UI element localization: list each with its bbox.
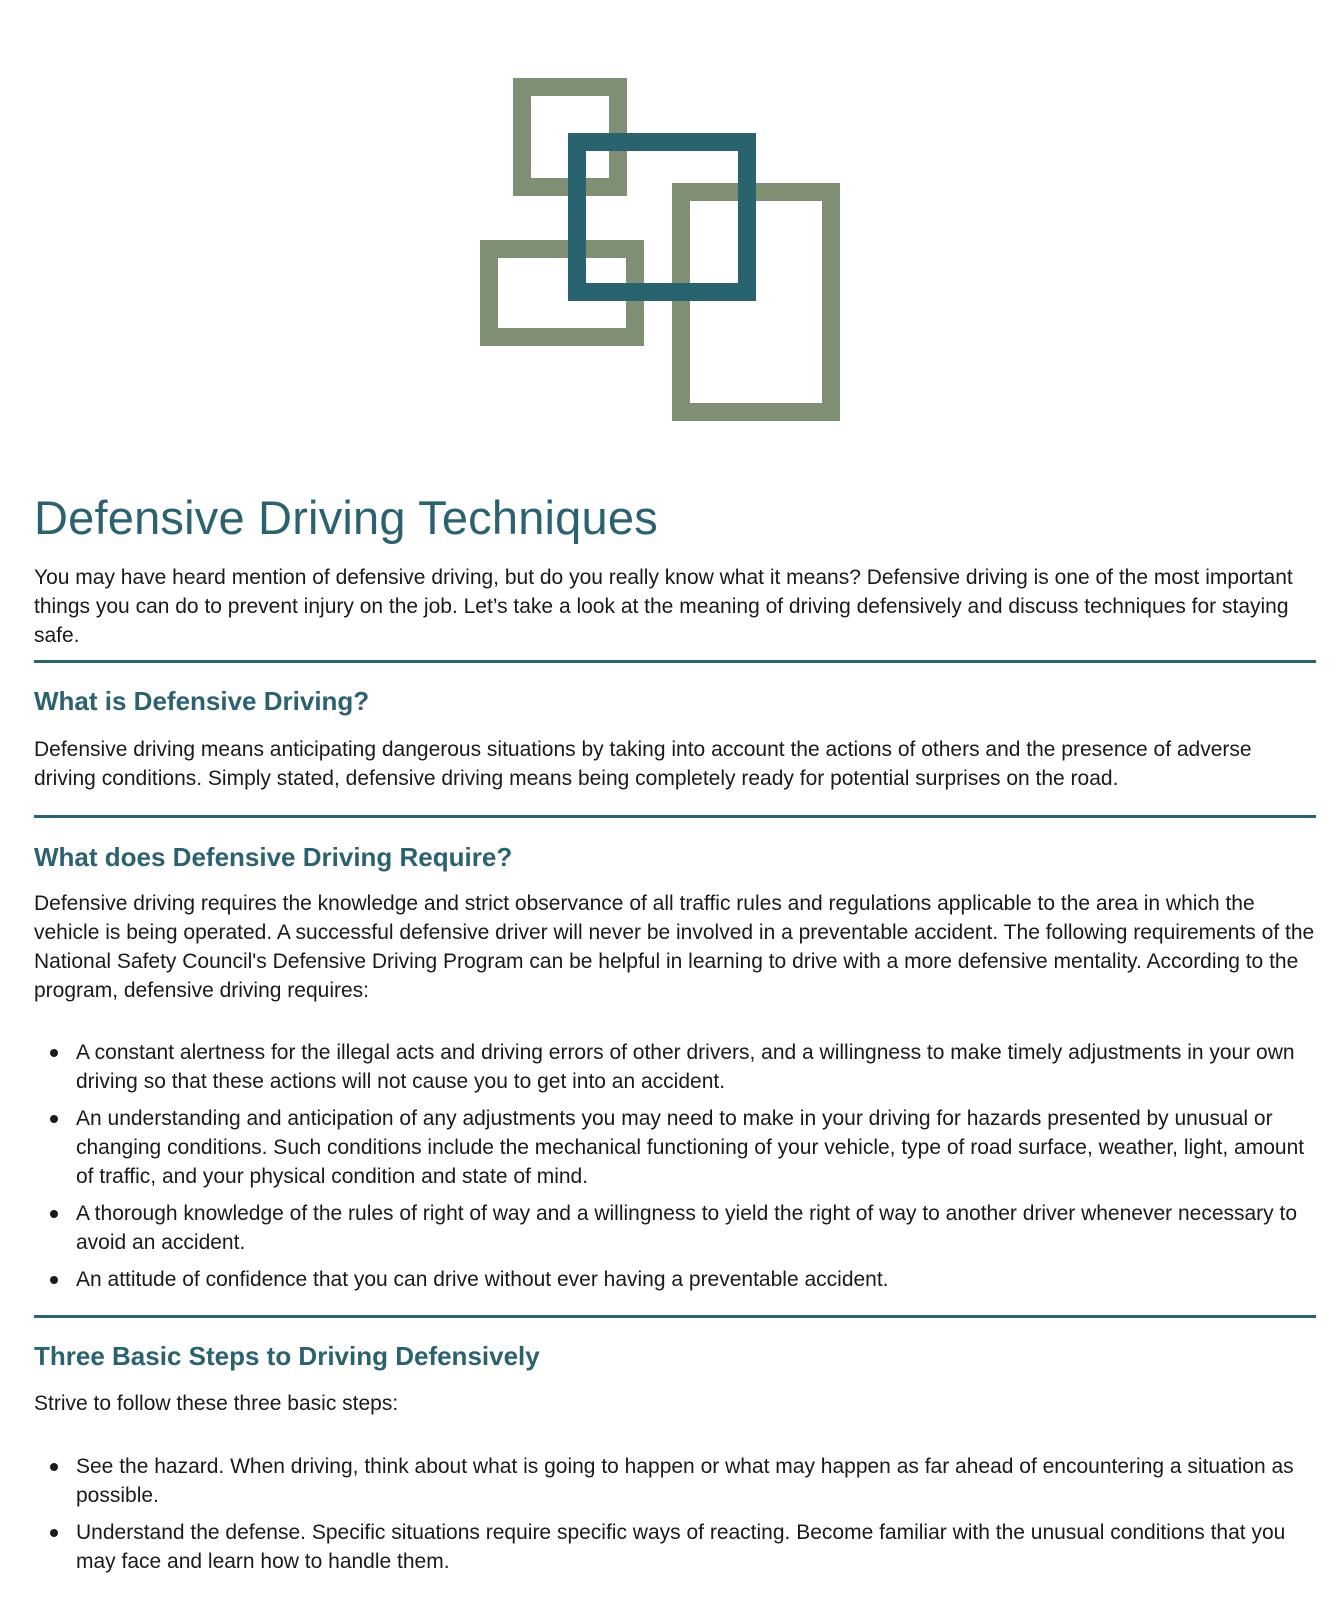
bullet-icon [50, 1276, 58, 1284]
steps-list [34, 1452, 1316, 1584]
list-item [34, 1038, 1316, 1096]
list-item-text: A thorough knowledge of the rules of right of way and a willingness to yield the right of way to another driver whenever necessary to avoid an accident. [76, 1202, 1298, 1254]
section-heading-requires: What does Defensive Driving Require? [34, 842, 513, 872]
list-item [34, 1104, 1316, 1191]
section-heading-what-is: What is Defensive Driving? [34, 686, 370, 716]
list-item [34, 1452, 1316, 1510]
list-item [34, 1265, 1316, 1294]
intro-paragraph: You may have heard mention of defensive driving, but do you really know what it means? Defensive driving is one of the most important things you can do to prevent injury on the job. Let’s take a look at the meaning of driving defensively and discuss techniques for staying safe. [34, 566, 1293, 647]
overlapping-squares-logo-icon [480, 78, 860, 423]
list-item [34, 1199, 1316, 1257]
list-item-text: See the hazard. When driving, think about what is going to happen or what may happen as far ahead of encountering a situation as possible. [76, 1455, 1294, 1507]
bullet-icon [50, 1529, 58, 1537]
section-text-three-steps: Strive to follow these three basic steps: [34, 1392, 399, 1415]
bullet-icon [50, 1463, 58, 1471]
list-item-text: Understand the defense. Specific situations require specific ways of reacting. Become familiar with the unusual conditions that you may face and learn how to handle them. [76, 1521, 1286, 1573]
section-text-what-is: Defensive driving means anticipating dangerous situations by taking into account the actions of others and the presence of adverse driving conditions. Simply stated, defensive driving means being completely ready for potential surprises on the road. [34, 738, 1252, 790]
requirements-list [34, 1038, 1316, 1302]
section-divider [34, 815, 1316, 818]
section-text-requires: Defensive driving requires the knowledge and strict observance of all traffic rules and regulations applicable to the area in which the vehicle is being operated. A successful defensive driver will never be involved in a preventable accident. The following requirements of the National Safety Council's Defensive Driving Program can be helpful in learning to drive with a more defensive mentality. According to the program, defensive driving requires: [34, 892, 1315, 1002]
bullet-icon [50, 1210, 58, 1218]
list-item [34, 1518, 1316, 1576]
list-item-text: An attitude of confidence that you can drive without ever having a preventable accident. [76, 1268, 889, 1291]
list-item-text: A constant alertness for the illegal acts and driving errors of other drivers, and a willingness to make timely adjustments in your own driving so that these actions will not cause you to get into an accident. [76, 1041, 1295, 1093]
logo-area [0, 0, 1342, 440]
page-title: Defensive Driving Techniques [34, 491, 658, 544]
section-divider [34, 1315, 1316, 1318]
section-divider [34, 660, 1316, 663]
bullet-icon [50, 1115, 58, 1123]
list-item-text: An understanding and anticipation of any adjustments you may need to make in your driving for hazards presented by unusual or changing conditions. Such conditions include the mechanical functioning of your vehicle, type of road surface, weather, light, amount of traffic, and your physical condition and state of mind. [76, 1107, 1305, 1188]
logo-square-center [577, 142, 747, 292]
section-heading-three-steps: Three Basic Steps to Driving Defensively [34, 1341, 540, 1371]
bullet-icon [50, 1049, 58, 1057]
